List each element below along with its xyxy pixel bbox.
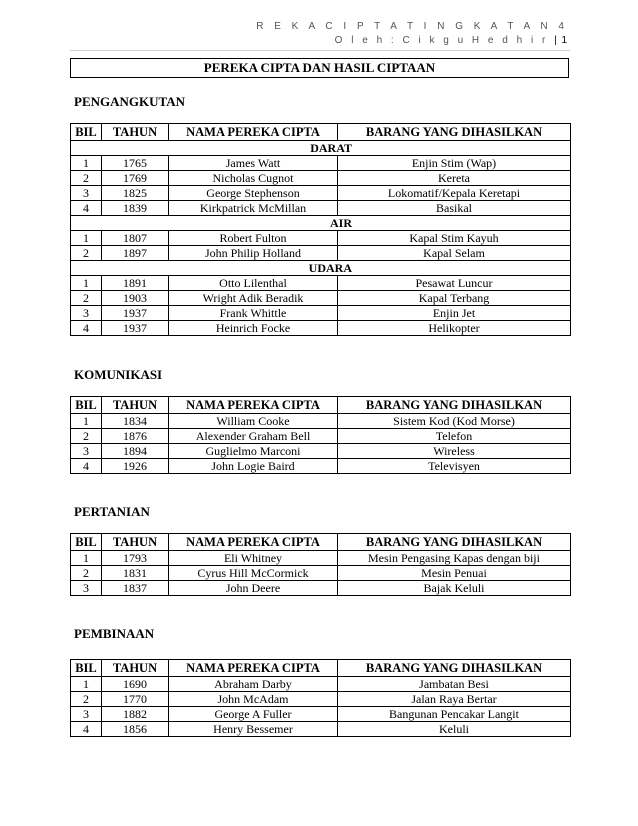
table-row — [71, 246, 571, 261]
cell-barang: Mesin Pengasing Kapas dengan biji — [338, 551, 571, 566]
cell-barang: Keluli — [338, 722, 571, 737]
cell-bil: 4 — [71, 722, 102, 737]
cell-bil: 1 — [71, 276, 102, 291]
col-header-nama: NAMA PEREKA CIPTA — [169, 660, 338, 677]
cell-nama: John Deere — [169, 581, 338, 596]
cell-bil: 1 — [71, 231, 102, 246]
cell-tahun: 1926 — [102, 459, 169, 474]
cell-nama: Otto Lilenthal — [169, 276, 338, 291]
cell-nama: George A Fuller — [169, 707, 338, 722]
table-header-row — [71, 534, 571, 551]
table-header-row — [71, 397, 571, 414]
cell-tahun: 1903 — [102, 291, 169, 306]
group-row — [71, 216, 571, 231]
table-row — [71, 707, 571, 722]
cell-bil: 3 — [71, 444, 102, 459]
col-header-nama: NAMA PEREKA CIPTA — [169, 124, 338, 141]
cell-barang: Lokomatif/Kepala Keretapi — [338, 186, 571, 201]
cell-nama: John Logie Baird — [169, 459, 338, 474]
table-row — [71, 677, 571, 692]
cell-nama: Frank Whittle — [169, 306, 338, 321]
table-row — [71, 231, 571, 246]
table-row — [71, 722, 571, 737]
table-header-row — [71, 124, 571, 141]
cell-nama: George Stephenson — [169, 186, 338, 201]
table-row — [71, 201, 571, 216]
table-header-row — [71, 660, 571, 677]
cell-bil: 3 — [71, 581, 102, 596]
group-row — [71, 141, 571, 156]
table-row — [71, 459, 571, 474]
cell-nama: William Cooke — [169, 414, 338, 429]
cell-barang: Jalan Raya Bertar — [338, 692, 571, 707]
table-row — [71, 414, 571, 429]
cell-nama: Guglielmo Marconi — [169, 444, 338, 459]
page-number: | 1 — [554, 35, 568, 46]
cell-tahun: 1891 — [102, 276, 169, 291]
col-header-bil: BIL — [71, 397, 102, 414]
cell-bil: 3 — [71, 707, 102, 722]
cell-barang: Kapal Selam — [338, 246, 571, 261]
cell-tahun: 1793 — [102, 551, 169, 566]
cell-tahun: 1765 — [102, 156, 169, 171]
cell-tahun: 1770 — [102, 692, 169, 707]
cell-nama: Alexender Graham Bell — [169, 429, 338, 444]
cell-barang: Wireless — [338, 444, 571, 459]
inventor-table — [70, 123, 571, 336]
col-header-tahun: TAHUN — [102, 124, 169, 141]
table-row — [71, 444, 571, 459]
section-heading: PEMBINAAN — [74, 626, 155, 641]
cell-barang: Televisyen — [338, 459, 571, 474]
group-label: UDARA — [71, 261, 571, 276]
cell-nama: Abraham Darby — [169, 677, 338, 692]
section-heading: PENGANGKUTAN — [74, 94, 185, 109]
header-rule — [70, 50, 570, 51]
col-header-nama: NAMA PEREKA CIPTA — [169, 534, 338, 551]
inventor-table — [70, 533, 571, 596]
cell-nama: Henry Bessemer — [169, 722, 338, 737]
table-row — [71, 156, 571, 171]
table-row — [71, 306, 571, 321]
cell-bil: 2 — [71, 692, 102, 707]
cell-tahun: 1831 — [102, 566, 169, 581]
cell-tahun: 1769 — [102, 171, 169, 186]
cell-barang: Bangunan Pencakar Langit — [338, 707, 571, 722]
inventor-table — [70, 659, 571, 737]
table-row — [71, 551, 571, 566]
cell-barang: Sistem Kod (Kod Morse) — [338, 414, 571, 429]
cell-tahun: 1856 — [102, 722, 169, 737]
col-header-barang: BARANG YANG DIHASILKAN — [338, 534, 571, 551]
cell-nama: Robert Fulton — [169, 231, 338, 246]
cell-bil: 1 — [71, 414, 102, 429]
author-text: O l e h : C i k g u H e d h i r — [334, 35, 549, 46]
col-header-tahun: TAHUN — [102, 660, 169, 677]
cell-barang: Kereta — [338, 171, 571, 186]
cell-bil: 4 — [71, 321, 102, 336]
cell-bil: 3 — [71, 306, 102, 321]
cell-tahun: 1897 — [102, 246, 169, 261]
cell-tahun: 1837 — [102, 581, 169, 596]
cell-tahun: 1834 — [102, 414, 169, 429]
cell-bil: 1 — [71, 677, 102, 692]
col-header-tahun: TAHUN — [102, 397, 169, 414]
col-header-bil: BIL — [71, 660, 102, 677]
cell-tahun: 1894 — [102, 444, 169, 459]
cell-tahun: 1839 — [102, 201, 169, 216]
cell-bil: 2 — [71, 429, 102, 444]
cell-tahun: 1937 — [102, 306, 169, 321]
cell-bil: 1 — [71, 551, 102, 566]
col-header-nama: NAMA PEREKA CIPTA — [169, 397, 338, 414]
cell-barang: Kapal Stim Kayuh — [338, 231, 571, 246]
table-row — [71, 186, 571, 201]
cell-tahun: 1882 — [102, 707, 169, 722]
cell-nama: Cyrus Hill McCormick — [169, 566, 338, 581]
cell-nama: Nicholas Cugnot — [169, 171, 338, 186]
section-heading: PERTANIAN — [74, 504, 150, 519]
table-row — [71, 566, 571, 581]
cell-bil: 2 — [71, 246, 102, 261]
cell-barang: Mesin Penuai — [338, 566, 571, 581]
cell-barang: Enjin Stim (Wap) — [338, 156, 571, 171]
running-header-author — [335, 35, 568, 46]
cell-nama: John Philip Holland — [169, 246, 338, 261]
cell-bil: 2 — [71, 566, 102, 581]
col-header-barang: BARANG YANG DIHASILKAN — [338, 124, 571, 141]
cell-barang: Enjin Jet — [338, 306, 571, 321]
cell-barang: Pesawat Luncur — [338, 276, 571, 291]
cell-bil: 4 — [71, 459, 102, 474]
group-label: AIR — [71, 216, 571, 231]
cell-nama: Kirkpatrick McMillan — [169, 201, 338, 216]
cell-bil: 1 — [71, 156, 102, 171]
group-label: DARAT — [71, 141, 571, 156]
running-header-title: R E K A C I P T A T I N G K A T A N 4 — [256, 21, 568, 32]
cell-tahun: 1807 — [102, 231, 169, 246]
cell-barang: Jambatan Besi — [338, 677, 571, 692]
document-title: PEREKA CIPTA DAN HASIL CIPTAAN — [70, 58, 569, 78]
table-row — [71, 171, 571, 186]
cell-bil: 2 — [71, 291, 102, 306]
cell-barang: Basikal — [338, 201, 571, 216]
cell-tahun: 1876 — [102, 429, 169, 444]
col-header-bil: BIL — [71, 534, 102, 551]
cell-bil: 4 — [71, 201, 102, 216]
cell-barang: Kapal Terbang — [338, 291, 571, 306]
cell-tahun: 1825 — [102, 186, 169, 201]
cell-nama: John McAdam — [169, 692, 338, 707]
cell-barang: Telefon — [338, 429, 571, 444]
cell-barang: Helikopter — [338, 321, 571, 336]
cell-tahun: 1937 — [102, 321, 169, 336]
table-row — [71, 276, 571, 291]
section-heading: KOMUNIKASI — [74, 367, 163, 382]
table-row — [71, 429, 571, 444]
cell-nama: Heinrich Focke — [169, 321, 338, 336]
cell-bil: 2 — [71, 171, 102, 186]
cell-nama: Wright Adik Beradik — [169, 291, 338, 306]
cell-nama: James Watt — [169, 156, 338, 171]
table-row — [71, 692, 571, 707]
group-row — [71, 261, 571, 276]
col-header-barang: BARANG YANG DIHASILKAN — [338, 397, 571, 414]
cell-bil: 3 — [71, 186, 102, 201]
table-row — [71, 321, 571, 336]
table-row — [71, 581, 571, 596]
inventor-table — [70, 396, 571, 474]
col-header-tahun: TAHUN — [102, 534, 169, 551]
cell-nama: Eli Whitney — [169, 551, 338, 566]
cell-barang: Bajak Keluli — [338, 581, 571, 596]
col-header-barang: BARANG YANG DIHASILKAN — [338, 660, 571, 677]
col-header-bil: BIL — [71, 124, 102, 141]
cell-tahun: 1690 — [102, 677, 169, 692]
table-row — [71, 291, 571, 306]
